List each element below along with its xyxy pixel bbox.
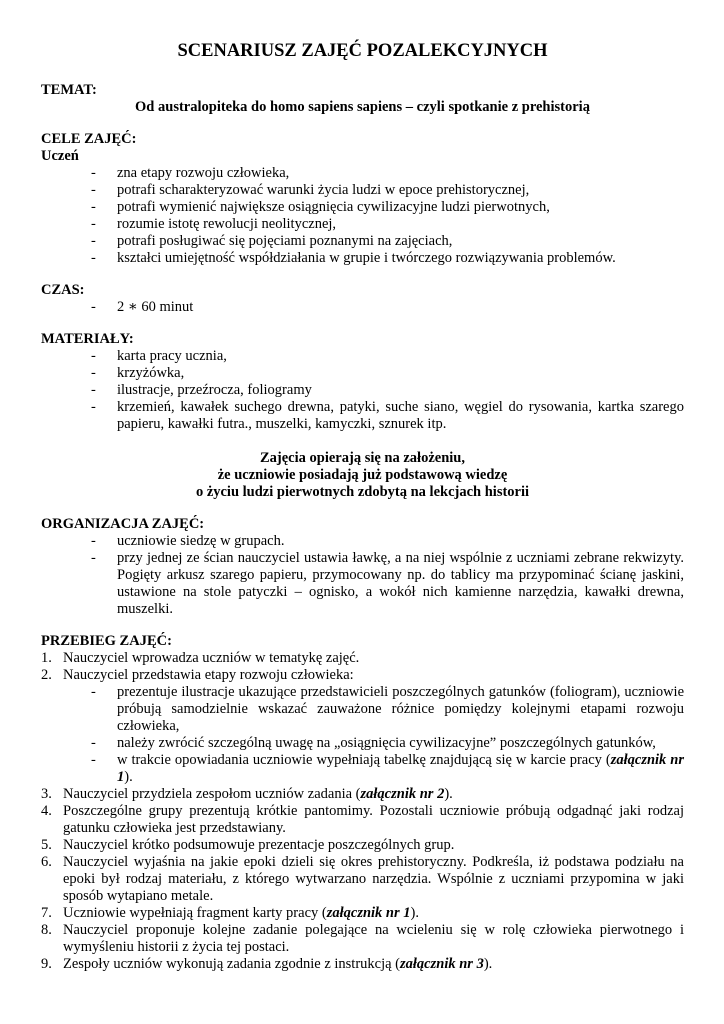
list-item: - karta pracy ucznia, (41, 348, 684, 365)
note-line: Zajęcia opierają się na założeniu, (260, 450, 465, 466)
item-text: Nauczyciel wprowadza uczniów w tematykę zajęć. (63, 650, 360, 666)
sub-list-item (63, 752, 684, 786)
item-text-end: ). (444, 786, 453, 802)
item-number: 9. (41, 956, 52, 972)
topic-heading: TEMAT: (41, 82, 97, 98)
materials-heading: MATERIAŁY: (41, 331, 134, 347)
list-item (41, 803, 684, 837)
attachment-reference: załącznik nr 1 (326, 905, 411, 921)
note-line: że uczniowie posiadają już podstawową wiedzę (217, 467, 508, 483)
assumption-note (41, 450, 684, 501)
item-text: Uczniowie wypełniają fragment karty pracy ( (63, 905, 327, 921)
item-number: 8. (41, 922, 52, 938)
item-number: 6. (41, 854, 52, 870)
sub-list-item: - prezentuje ilustracje ukazujące przedstawicieli poszczególnych gatunków (foliogram), uczniowie próbują samodzielnie wskazać zauważone różnice pomiędzy kolejnymi etapami rozwoju człowieka, (63, 684, 684, 735)
sub-list (63, 684, 684, 786)
materials-list (41, 348, 684, 433)
organization-heading: ORGANIZACJA ZAJĘĆ: (41, 516, 205, 532)
item-number: 2. (41, 667, 52, 683)
item-text-end: ). (483, 956, 493, 972)
list-item (41, 854, 684, 905)
note-line: o życiu ludzi pierwotnych zdobytą na lekcjach historii (195, 484, 530, 500)
item-text: Nauczyciel proponuje kolejne zadanie polegające na wcieleniu się w rolę człowieka pierwotnego i wymyśleniu historii z życia tej postaci. (63, 922, 684, 955)
list-item (41, 786, 684, 803)
item-text: Zespoły uczniów wykonują zadania zgodnie z instrukcją ( (63, 956, 401, 972)
list-item (41, 905, 684, 922)
topic-text: Od australopiteka do homo sapiens sapiens – czyli spotkanie z prehistorią (135, 99, 590, 115)
item-text: Poszczególne grupy prezentują krótkie pantomimy. Pozostali uczniowie próbują odgadnąć jaki rodzaj gatunku człowieka jest przedstawiany. (63, 803, 684, 836)
attachment-reference: załącznik nr 3 (400, 956, 484, 972)
list-item: - potrafi wymienić największe osiągnięcia cywilizacyjne ludzi pierwotnych, (41, 199, 684, 216)
page-title: SCENARIUSZ ZAJĘĆ POZALEKCYJNYCH (177, 41, 548, 61)
goals-heading: CELE ZAJĘĆ: (41, 131, 137, 147)
attachment-reference: załącznik nr 2 (360, 786, 445, 802)
item-text: Nauczyciel przydziela zespołom uczniów zadania ( (63, 786, 361, 802)
time-list (41, 299, 684, 316)
list-item: - krzemień, kawałek suchego drewna, patyki, suche siano, węgiel do rysowania, kartka szarego papieru, kawałki futra., muszelki, kamyczki, sznurek itp. (41, 399, 684, 433)
item-number: 4. (41, 803, 52, 819)
list-item: - potrafi posługiwać się pojęciami poznanymi na zajęciach, (41, 233, 684, 250)
list-item (41, 667, 684, 786)
list-item: - krzyżówka, (41, 365, 684, 382)
item-number: 3. (41, 786, 52, 802)
procedure-list (41, 650, 684, 973)
goals-list (41, 165, 684, 267)
item-number: 7. (41, 905, 52, 921)
item-text: Nauczyciel krótko podsumowuje prezentacje poszczególnych grup. (63, 837, 455, 853)
organization-list (41, 533, 684, 618)
sub-list-item: - należy zwrócić szczególną uwagę na „osiągnięcia cywilizacyjne” poszczególnych gatunków, (63, 735, 684, 752)
list-item: - kształci umiejętność współdziałania w grupie i twórczego rozwiązywania problemów. (41, 250, 684, 267)
item-text-end: ). (124, 769, 133, 785)
list-item: - potrafi scharakteryzować warunki życia ludzi w epoce prehistorycznej, (41, 182, 684, 199)
item-text: Nauczyciel przedstawia etapy rozwoju człowieka: (63, 667, 354, 683)
list-item (41, 837, 684, 854)
list-item: - rozumie istotę rewolucji neolitycznej, (41, 216, 684, 233)
attachment-reference: załącznik nr 1 (117, 752, 684, 785)
time-heading: CZAS: (41, 282, 85, 298)
list-item: - zna etapy rozwoju człowieka, (41, 165, 684, 182)
list-item: - 2 ∗ 60 minut (41, 299, 684, 316)
list-item: - uczniowie siedzę w grupach. (41, 533, 684, 550)
item-text-end: ). (410, 905, 419, 921)
list-item (41, 922, 684, 956)
list-item: - przy jednej ze ścian nauczyciel ustawia ławkę, a na niej wspólnie z uczniami zebrane rekwizyty. Pogięty arkusz szarego papieru, przymocowany np. do tablicy ma przypominać ścianę jaskini, ustawione na stole patyczki – ognisko, a wokół nich kamienne narzędzia, kawałki drewna, muszelki. (41, 550, 684, 618)
procedure-heading: PRZEBIEG ZAJĘĆ: (41, 633, 172, 649)
list-item (41, 650, 684, 667)
goals-subheading: Uczeń (41, 148, 79, 164)
item-text: Nauczyciel wyjaśnia na jakie epoki dzieli się okres prehistoryczny. Podkreśla, iż podstawa podziału na epoki był rodzaj materiału, z którego wytwarzano narzędzia. Wspólnie z uczniami przypomina w jaki sposób wytapiano metale. (63, 854, 684, 904)
list-item: - ilustracje, przeźrocza, foliogramy (41, 382, 684, 399)
list-item (41, 956, 684, 973)
item-text: w trakcie opowiadania uczniowie wypełniają tabelkę znajdującą się w karcie pracy ( (117, 752, 611, 768)
item-number: 5. (41, 837, 52, 853)
item-number: 1. (41, 650, 52, 666)
